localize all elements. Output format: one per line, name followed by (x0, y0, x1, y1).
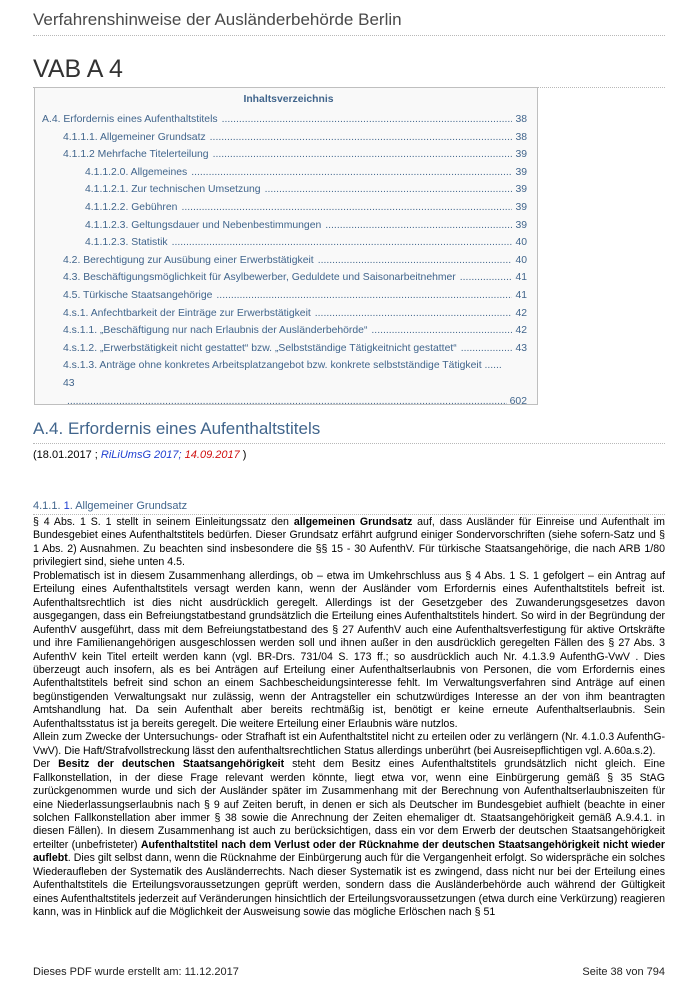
toc-entry[interactable]: 4.1.1.2.1. Zur technischen Umsetzung ..... 39 (42, 181, 527, 199)
paragraph: Allein zum Zwecke der Untersuchungs- oder Strafhaft ist ein Aufenthaltstitel nicht zu erteilen oder zu verlängern (Nr. 4.1.0.3 AufenthG-VwV). Die Haft/Strafvollstreckung lässt den aufenthaltsrechtlichen Status allerdings unberührt (bei Ausreisepflichtigen vgl. A.60a.s.2). (33, 731, 665, 757)
toc-entry[interactable]: 4.1.1.1. Allgemeiner Grundsatz ..... 38 (42, 129, 527, 147)
footer-created-date: Dieses PDF wurde erstellt am: 11.12.2017 (33, 966, 239, 978)
toc-entry[interactable]: 4.1.1.2 Mehrfache Titelerteilung ..... 39 (42, 146, 527, 164)
toc-entry[interactable]: 4.s.1.1. „Beschäftigung nur nach Erlaubnis der Ausländerbehörde“ ..... 42 (42, 322, 527, 340)
page-footer (33, 966, 665, 978)
toc-entry[interactable]: 4.1.1.2.3. Geltungsdauer und Nebenbestimmungen ..... 39 (42, 217, 527, 235)
toc-entry[interactable]: 4.1.1.2.0. Allgemeines ..... 39 (42, 164, 527, 182)
toc-entry[interactable]: 4.3. Beschäftigungsmöglichkeit für Asylbewerber, Geduldete und Saisonarbeitnehmer ..... 41 (42, 269, 527, 287)
toc-entry[interactable]: 4.1.1.2.2. Gebühren ..... 39 (42, 199, 527, 217)
toc-entry[interactable]: 4.1.1.2.3. Statistik ..... 40 (42, 234, 527, 252)
page-number: Seite 38 von 794 (582, 966, 665, 978)
paragraph: § 4 Abs. 1 S. 1 stellt in seinem Einleitungssatz den allgemeinen Grundsatz auf, dass Ausländer für Einreise und Aufenthalt im Bundesgebiet eines Aufenthaltstitels bedürfen. Dieser Grundsatz erfährt aufgrund einiger Sondervorschriften (siehe sofern-Satz und § 1 Abs. 2) Ausnahmen. Zu beachten sind insbesondere die §§ 15 - 30 AufenthV. Für türkische Staatsangehörige, die nach ARB 1/80 privilegiert sind, siehe unten 4.5. (33, 516, 665, 569)
toc-entry[interactable]: 4.s.1. Anfechtbarkeit der Einträge zur Erwerbstätigkeit ..... 42 (42, 305, 527, 323)
date-line: (18.01.2017 ; RiLiUmsG 2017; 14.09.2017 ) (33, 449, 247, 461)
page-title: VAB A 4 (33, 55, 665, 88)
section-heading: A.4. Erfordernis eines Aufenthaltstitels (33, 419, 665, 444)
toc-entry[interactable]: 4.2. Berechtigung zur Ausübung einer Erwerbstätigkeit ..... 40 (42, 252, 527, 270)
document-header: Verfahrenshinweise der Ausländerbehörde Berlin (33, 10, 665, 36)
toc-title: Inhaltsverzeichnis (243, 94, 334, 105)
toc-entry[interactable]: 4.5. Türkische Staatsangehörige ..... 41 (42, 287, 527, 305)
paragraph: Problematisch ist in diesem Zusammenhang allerdings, ob – etwa im Umkehrschluss aus § 4 Abs. 1 S. 1 gefolgert – ein Antrag auf Erteilung eines Aufenthaltstitels versagt werden kann, wenn der Ausländer vom Erfordernis eines Aufenthaltstitels befreit ist. Aufenthaltsrechtlich ist dies nicht ausdrücklich geregelt. Allerdings ist der Gesetzgeber des Zuwanderungsgesetzes davon ausgegangen, dass ein Befreiungstatbestand grundsätzlich die Erteilung eines Aufenthaltstitels hindert. So wird in der Begründung der AufenthV ausgeführt, dass mit dem Befreiungstatbestand des § 27 AufenthV auch eine Aufenthaltsverfestigung für aktive Ortskräfte und ihre Familienangehörigen ausgeschlossen werden soll und ihnen außer in den ausdrücklich geregelten Fällen des § 27 Abs. 3 AufenthV kein Titel erteilt werden kann (vgl. BR-Drs. 731/04 S. 173 ff.; so ausdrücklich auch Nr. 4.1.3.9 AufenthG-VwV . Dies überzeugt auch insofern, als es bei Anträgen auf Erteilung einer Aufenthaltserlaubnis von Personen, die vom Erfordernis eines Aufenthaltstitels befreit sind schon an einem Sachbescheidungsinteresse fehlt. Im Verwaltungsverfahren sind Anträge auf einen begünstigenden Verwaltungsakt nur zulässig, wenn der Antragsteller ein schutzwürdiges Interesse an der von ihm beantragten Amtshandlung hat. Da sein Aufenthalt aber bereits rechtmäßig ist, benötigt er keine erneute Aufenthaltserlaubnis. Sein Aufenthaltsstatus ist ja bereits geregelt. Die weitere Erteilung einer Erlaubnis wäre nutzlos. (33, 569, 665, 730)
amendment-date: 14.09.2017 (184, 449, 240, 461)
amendment-link[interactable]: RiLiUmsG 2017; (100, 449, 182, 461)
toc-entry[interactable]: 4.s.1.2. „Erwerbstätigkeit nicht gestattet“ bzw. „Selbstständige Tätigkeitnicht gestattet“ ..... 43 (42, 340, 527, 358)
subsection-heading: 4.1.1. 1. Allgemeiner Grundsatz (33, 500, 665, 515)
toc-entry[interactable]: ..... 602 (42, 393, 527, 411)
toc-entry[interactable]: 4.s.1.3. Anträge ohne konkretes Arbeitsplatzangebot bzw. konkrete selbstständige Tätigkeit ...... 43 (63, 360, 502, 389)
toc-entry[interactable]: A.4. Erfordernis eines Aufenthaltstitels ..... 38 (42, 111, 527, 129)
paragraph: Der Besitz der deutschen Staatsangehörigkeit steht dem Besitz eines Aufenthaltstitels grundsätzlich nicht gleich. Eine Fallkonstellation, in der diese Frage relevant werden könnte, liegt etwa vor, wenn eine Einbürgerung gemäß § 35 StAG zurückgenommen wurde und sich der Ausländer später im Zusammenhang mit der Berechnung von Aufenthaltserlaubniszeiten für eine Niederlassungserlaubnis nach § 9 auf Zeiten beruft, in denen er sich als Deutscher im Bundesgebiet aufhielt (beachte in einer solchen Fallkonstellation aber immer § 38 sowie die Anrechnung der Zeiten ehemaliger dt. Staatsangehörigkeit gemäß A.9.4.1. in diesen Fällen). In diesem Zusammenhang ist auch zu berücksichtigen, dass ein vor dem Erwerb der deutschen Staatsangehörigkeit erteilter (unbefristeter) Aufenthaltstitel nach dem Verlust oder der Rücknahme der deutschen Staatsangehörigkeit nicht wieder auflebt. Dies gilt selbst dann, wenn die Rücknahme der Einbürgerung auch für die Vergangenheit erfolgt. So widerspräche ein solches Wiederaufleben der Systematik des Ausländerrechts. Nach dieser Systematik ist es zwingend, dass nicht nur bei der Erteilung eines Aufenthaltstitels die Erteilungsvoraussetzungen geprüft werden, sondern dass die Ausländerbehörde auch während der Gültigkeit eines Aufenthaltstitels jederzeit auf Veränderungen hinsichtlich der Erteilungsvoraussetzungen (etwa durch eine Verkürzung) reagieren kann, was in Hinblick auf die Möglichkeit der Ausweisung sowie das mögliche Erlöschen nach § 51 (33, 758, 665, 919)
body-text (33, 516, 665, 920)
table-of-contents (34, 87, 538, 405)
